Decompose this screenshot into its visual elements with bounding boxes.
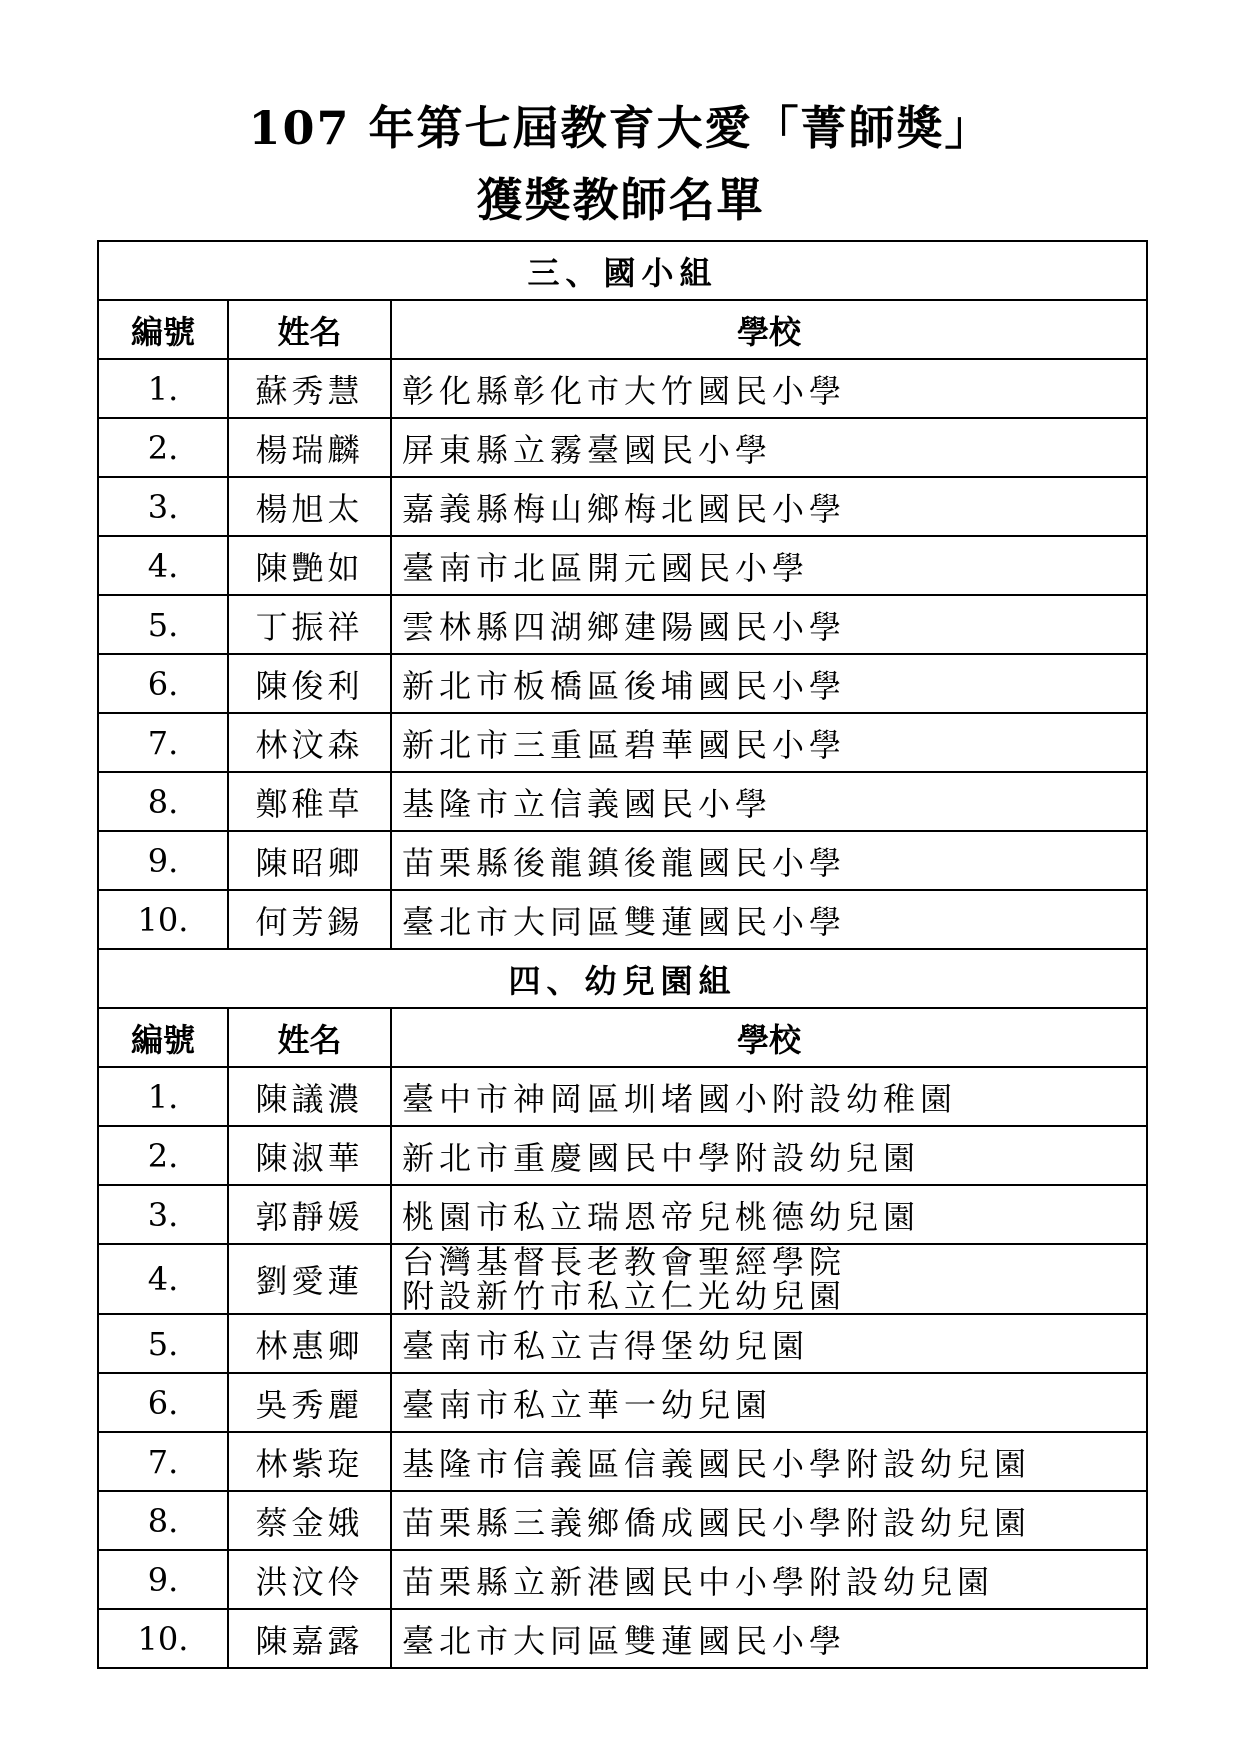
awardee-table bbox=[97, 240, 1148, 1669]
school-name: 嘉義縣梅山鄉梅北國民小學 bbox=[391, 477, 1147, 536]
row-number: 7. bbox=[98, 713, 228, 772]
teacher-name: 陳昭卿 bbox=[228, 831, 391, 890]
school-name: 彰化縣彰化市大竹國民小學 bbox=[391, 359, 1147, 418]
school-name: 臺南市私立華一幼兒園 bbox=[391, 1373, 1147, 1432]
table-row bbox=[98, 831, 1147, 890]
row-number: 7. bbox=[98, 1432, 228, 1491]
school-name: 桃園市私立瑞恩帝兒桃德幼兒園 bbox=[391, 1185, 1147, 1244]
school-name: 臺南市北區開元國民小學 bbox=[391, 536, 1147, 595]
school-name: 臺北市大同區雙蓮國民小學 bbox=[391, 890, 1147, 949]
teacher-name: 陳嘉露 bbox=[228, 1609, 391, 1668]
table-row bbox=[98, 1491, 1147, 1550]
row-number: 8. bbox=[98, 772, 228, 831]
table-row bbox=[98, 713, 1147, 772]
row-number: 6. bbox=[98, 1373, 228, 1432]
column-header-name: 姓名 bbox=[228, 1008, 391, 1067]
school-name: 苗栗縣後龍鎮後龍國民小學 bbox=[391, 831, 1147, 890]
row-number: 6. bbox=[98, 654, 228, 713]
table-row bbox=[98, 477, 1147, 536]
table-row bbox=[98, 359, 1147, 418]
school-name: 雲林縣四湖鄉建陽國民小學 bbox=[391, 595, 1147, 654]
row-number: 8. bbox=[98, 1491, 228, 1550]
teacher-name: 楊旭太 bbox=[228, 477, 391, 536]
teacher-name: 蘇秀慧 bbox=[228, 359, 391, 418]
section-heading: 四、幼兒園組 bbox=[98, 949, 1147, 1008]
teacher-name: 林汶森 bbox=[228, 713, 391, 772]
row-number: 3. bbox=[98, 1185, 228, 1244]
teacher-name: 鄭稚草 bbox=[228, 772, 391, 831]
row-number: 10. bbox=[98, 890, 228, 949]
document-subtitle: 獲獎教師名單 bbox=[476, 173, 765, 227]
school-name bbox=[391, 1244, 1147, 1314]
school-name: 臺南市私立吉得堡幼兒園 bbox=[391, 1314, 1147, 1373]
school-name: 屏東縣立霧臺國民小學 bbox=[391, 418, 1147, 477]
school-name: 苗栗縣三義鄉僑成國民小學附設幼兒園 bbox=[391, 1491, 1147, 1550]
table-row bbox=[98, 1373, 1147, 1432]
column-header-row bbox=[98, 1008, 1147, 1067]
column-header-school: 學校 bbox=[391, 300, 1147, 359]
row-number: 3. bbox=[98, 477, 228, 536]
section-heading-row bbox=[98, 241, 1147, 300]
table-row bbox=[98, 1185, 1147, 1244]
school-name: 苗栗縣立新港國民中小學附設幼兒園 bbox=[391, 1550, 1147, 1609]
column-header-school: 學校 bbox=[391, 1008, 1147, 1067]
teacher-name: 劉愛蓮 bbox=[228, 1244, 391, 1314]
teacher-name: 陳俊利 bbox=[228, 654, 391, 713]
row-number: 9. bbox=[98, 831, 228, 890]
teacher-name: 郭靜媛 bbox=[228, 1185, 391, 1244]
row-number: 5. bbox=[98, 595, 228, 654]
table-row bbox=[98, 654, 1147, 713]
school-name-line: 附設新竹市私立仁光幼兒園 bbox=[402, 1277, 847, 1314]
table-row bbox=[98, 1244, 1147, 1314]
table-row bbox=[98, 890, 1147, 949]
row-number: 1. bbox=[98, 1067, 228, 1126]
school-name: 新北市板橋區後埔國民小學 bbox=[391, 654, 1147, 713]
column-header-name: 姓名 bbox=[228, 300, 391, 359]
row-number: 4. bbox=[98, 1244, 228, 1314]
teacher-name: 陳艷如 bbox=[228, 536, 391, 595]
teacher-name: 林惠卿 bbox=[228, 1314, 391, 1373]
row-number: 10. bbox=[98, 1609, 228, 1668]
school-name-line: 台灣基督長老教會聖經學院 bbox=[402, 1244, 847, 1281]
row-number: 9. bbox=[98, 1550, 228, 1609]
column-header-number: 編號 bbox=[98, 1008, 228, 1067]
row-number: 2. bbox=[98, 418, 228, 477]
row-number: 2. bbox=[98, 1126, 228, 1185]
teacher-name: 楊瑞麟 bbox=[228, 418, 391, 477]
table-row bbox=[98, 1609, 1147, 1668]
teacher-name: 蔡金娥 bbox=[228, 1491, 391, 1550]
section-heading: 三、國小組 bbox=[98, 241, 1147, 300]
table-row bbox=[98, 1067, 1147, 1126]
teacher-name: 洪汶伶 bbox=[228, 1550, 391, 1609]
document-title: 107 年第七屆教育大愛「菁師獎」 bbox=[248, 101, 993, 155]
teacher-name: 陳淑華 bbox=[228, 1126, 391, 1185]
teacher-name: 何芳錫 bbox=[228, 890, 391, 949]
school-name: 臺北市大同區雙蓮國民小學 bbox=[391, 1609, 1147, 1668]
row-number: 4. bbox=[98, 536, 228, 595]
school-name: 新北市三重區碧華國民小學 bbox=[391, 713, 1147, 772]
school-name: 基隆市立信義國民小學 bbox=[391, 772, 1147, 831]
table-row bbox=[98, 1432, 1147, 1491]
section-heading-row bbox=[98, 949, 1147, 1008]
teacher-name: 陳議濃 bbox=[228, 1067, 391, 1126]
school-name: 臺中市神岡區圳堵國小附設幼稚園 bbox=[391, 1067, 1147, 1126]
table-row bbox=[98, 772, 1147, 831]
table-row bbox=[98, 536, 1147, 595]
row-number: 1. bbox=[98, 359, 228, 418]
table-row bbox=[98, 1314, 1147, 1373]
column-header-number: 編號 bbox=[98, 300, 228, 359]
school-name: 基隆市信義區信義國民小學附設幼兒園 bbox=[391, 1432, 1147, 1491]
table-row bbox=[98, 1126, 1147, 1185]
teacher-name: 吳秀麗 bbox=[228, 1373, 391, 1432]
table-row bbox=[98, 1550, 1147, 1609]
teacher-name: 林紫琁 bbox=[228, 1432, 391, 1491]
row-number: 5. bbox=[98, 1314, 228, 1373]
table-row bbox=[98, 595, 1147, 654]
teacher-name: 丁振祥 bbox=[228, 595, 391, 654]
table-row bbox=[98, 418, 1147, 477]
column-header-row bbox=[98, 300, 1147, 359]
school-name: 新北市重慶國民中學附設幼兒園 bbox=[391, 1126, 1147, 1185]
